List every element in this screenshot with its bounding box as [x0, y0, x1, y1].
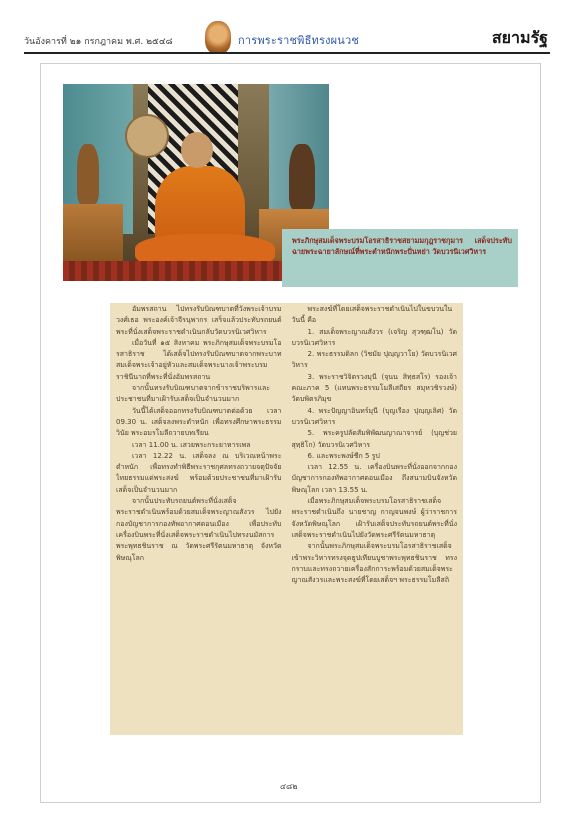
article-paragraph: วันนี้ได้เสด็จออกทรงรับบิณฑบาตต่อด้วย เวลา 09.30 น. เสด็จลงพระตำหนัก เพื่อทรงศึกษาพระธรรมวินัย พระอมรโมลีถวายบทเรียน	[116, 406, 282, 438]
article-paragraph: เมื่อพระภิกษุสมเด็จพระบรมโอรสาธิราชเสด็จพระราชดำเนินถึง นายชาญ กาญจนพงษ์ ผู้ว่าราชการจังหวัดพิษณุโลก เฝ้ารับเสด็จประทับรถยนต์พระที่นั่งเสด็จพระราชดำเนินไปยังวัดพระศรีรัตนมหาธาตุ	[291, 497, 457, 539]
article-paragraph: เวลา 12.22 น. เสด็จลง ณ บริเวณหน้าพระตำหนัก เพื่อทรงทำพิธีพระราชกุศลทรงถวายจตุปัจจัยไทยธรรมแด่พระสงฆ์ พร้อมด้วยประชาชนที่มาเฝ้ารับเสด็จเป็นจำนวนมาก	[116, 451, 282, 494]
article-paragraph: เวลา 11.00 น. เสวยพระกระยาหารเพล	[132, 440, 251, 449]
article-paragraph: 5. พระครูปลัดสัมพิพัฒนญาณาจารย์ (บุญช่วย สุทฺธิโก) วัดบวรนิเวศวิหาร	[291, 429, 457, 449]
article-paragraph: เมื่อวันที่ ๑๕ สิงหาคม พระภิกษุสมเด็จพระบรมโอรสาธิราช ได้เสด็จไปทรงรับบิณฑบาตจากพระบาทสมเด็จพระเจ้าอยู่หัวและสมเด็จพระนางเจ้าพระบรมราชินีนาถที่พระที่นั่งอัมพรสถาน	[116, 338, 282, 381]
photo-monk-head	[181, 132, 213, 168]
article-column-right	[292, 303, 458, 735]
emblem-icon	[205, 21, 231, 54]
photo-fan	[125, 114, 169, 158]
article-paragraph: 6. และพระพงษ์ชีก 5 รูป	[307, 451, 380, 460]
article-paragraph: 4. พระปัญญาอินทร์มุนี (บุญเรือง ปุญฺญเลิศ) วัดบวรนิเวศวิหาร	[291, 406, 457, 426]
header-date: วันอังคารที่ ๒๑ กรกฎาคม พ.ศ. ๒๕๔๘	[24, 37, 173, 47]
article-paragraph: อัมพรสถาน ไปทรงรับบิณฑบาตที่วังพระเจ้าบรมวงศ์เธอ พระองค์เจ้าจีรนุพากร เสร็จแล้วประทับรถยนต์พระที่นั่งเสด็จพระราชดำเนินกลับวัดบวรนิเวศวิหาร	[116, 305, 282, 336]
header-title: การพระราชพิธีทรงผนวช	[238, 34, 360, 47]
article-paragraph: จากนั้นประทับรถยนต์พระที่นั่งเสด็จพระราชดำเนินพร้อมด้วยสมเด็จพระญาณสังวร ไปยังกองบัญชาการกองทัพอากาศดอนเมือง เพื่อประทับเครื่องบินพระที่นั่งเสด็จพระราชดำเนินไปทรงนมัสการพระพุทธชินราช ณ วัดพระศรีรัตนมหาธาตุ จังหวัดพิษณุโลก	[116, 497, 282, 562]
article-paragraph: จากนั้นพระภิกษุสมเด็จพระบรมโอรสาธิราชเสด็จเข้าพระวิหารทรงจุดธูปเทียนบูชาพระพุทธชินราช ทรงกราบและทรงถวายเครื่องสักการะพร้อมด้วยสมเด็จพระญาณสังวรและพระสงฆ์ที่โดยเสด็จฯ พระธรรมโมลีสถิ	[291, 542, 457, 585]
photo-caption: พระภิกษุสมเด็จพระบรมโอรสาธิราชสยามมกุฎราชกุมาร เสด็จประทับฉายพระฉายาลักษณ์ที่พระตำหนักพระปั่นหย่า วัดบวรนิเวศวิหาร	[282, 229, 518, 287]
article-paragraph: พระสงฆ์ที่โดยเสด็จพระราชดำเนินไปในขบวนในวันนี้ คือ	[291, 305, 453, 325]
article-paragraph: เวลา 12.55 น. เครื่องบินพระที่นั่งออกจากกองบัญชาการกองทัพอากาศดอนเมือง ถึงสนามบินจังหวัดพิษณุโลก เวลา 13.55 น.	[291, 463, 457, 494]
photo-urn-right	[289, 144, 315, 210]
article-paragraph: จากนั้นทรงรับบิณฑบาตจากข้าราชบริพารและประชาชนที่มาเฝ้ารับเสด็จเป็นจำนวนมาก	[116, 384, 271, 404]
article-paragraph: 1. สมเด็จพระญาณสังวร (เจริญ สุวฑฺฒโน) วัดบวรนิเวศวิหาร	[291, 327, 457, 347]
article-paragraph: 3. พระราชวิจิตรวงมุนี (จุนน สิทฺธสโร) รองเจ้าคณะภาค 5 (แทนพระธรรมโมลีเสถียร สมุหวชิรวงษ์) วัดบพิตรภิมุข	[291, 372, 457, 404]
article-paragraph: 2. พระธรรมดิลก (วิชมัย ปุญฺญวาโย) วัดบวรนิเวศวิหาร	[291, 350, 457, 370]
header-rule	[24, 52, 550, 54]
article	[110, 303, 463, 735]
photo-urn-left	[77, 144, 99, 204]
page-number: ๔๘๒	[280, 782, 298, 791]
article-column-left	[116, 303, 282, 735]
header-brand: สยามรัฐ	[491, 28, 548, 47]
